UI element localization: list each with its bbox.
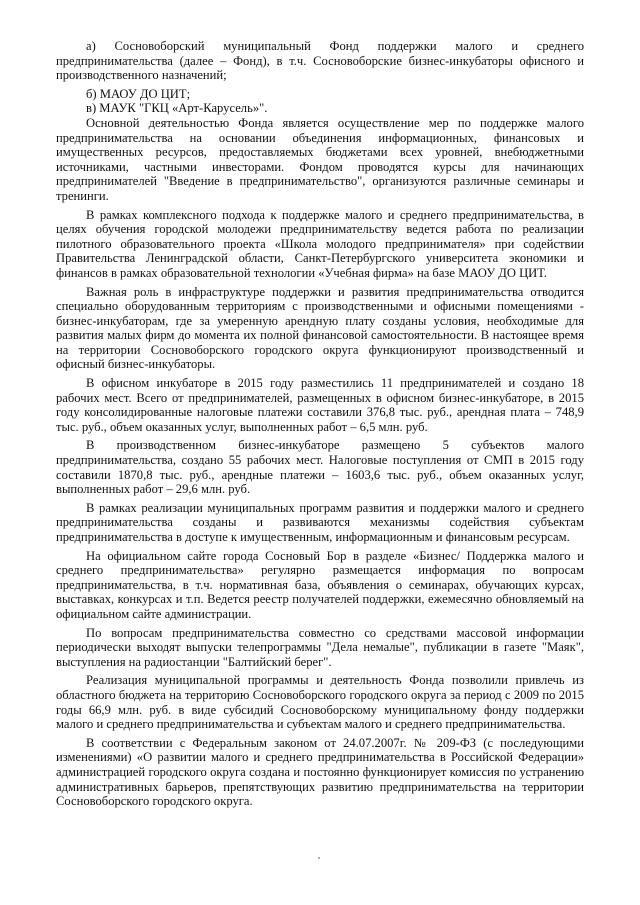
paragraph-municipal-programs: В рамках реализации муниципальных программ развития и поддержки малого и среднего предпринимательства созданы и развиваются механизмы содействия субъектам предпринимательства в доступе к имущественным, информационным и финансовым ресурсам. xyxy=(56,500,584,544)
paragraph-mass-media: По вопросам предпринимательства совместно со средствами массовой информации периодически выходят выпуски телепрограммы "Дела немалые", публикации в газете "Маяк", выступления на радиостанции "Балтийский берег". xyxy=(56,625,584,669)
paragraph-fund-activity: Основной деятельностью Фонда является осуществление мер по поддержке малого предпринимательства на основании объединения информационных, финансовых и имущественных ресурсов, предоставляемых бюджетами всех уровней, внебюджетными источниками, частными инвесторами. Фондом проводятся курсы для начинающих предпринимателей "Введение в предпринимательство", организуются различные семинары и тренинги. xyxy=(56,115,584,203)
paragraph-regional-budget: Реализация муниципальной программы и деятельность Фонда позволили привлечь из областного бюджета на территорию Сосновоборского городского округа за период с 2009 по 2015 годы 66,9 млн. руб. в виде субсидий Сосновоборскому муниципальному фонду поддержки малого и среднего предпринимательства и субъектам малого и среднего предпринимательства. xyxy=(56,673,584,732)
paragraph-production-incubator: В производственном бизнес-инкубаторе размещено 5 субъектов малого предпринимательства, создано 55 рабочих мест. Налоговые поступления от СМП в 2015 году составили 1870,8 тыс. руб., арендные платежи – 1603,6 тыс. руб., объем оказанных услуг, выполненных работ – 29,6 млн. руб. xyxy=(56,438,584,497)
paragraph-federal-law: В соответствии с Федеральным законом от 24.07.2007г. № 209-ФЗ (с последующими изменениями) «О развитии малого и среднего предпринимательства в Российской Федерации» администрацией городского округа создана и постоянно функционирует комиссия по устранению административных барьеров, препятствующих развитию предпринимательства на территории Сосновоборского городского округа. xyxy=(56,735,584,809)
paragraph-office-incubator: В офисном инкубаторе в 2015 году разместились 11 предпринимателей и создано 18 рабочих мест. Всего от предпринимателей, размещенных в офисном бизнес-инкубаторе, в 2015 году консолидированные налоговые платежи составили 376,8 тыс. руб., арендная плата – 748,9 тыс. руб., объем оказанных услуг, выполненных работ – 6,5 млн. руб. xyxy=(56,376,584,434)
list-item-c: в) МАУК "ГКЦ «Арт-Карусель»". xyxy=(86,101,268,116)
list-item-a: а) Сосновоборский муниципальный Фонд поддержки малого и среднего предпринимательства (далее – Фонд), в т.ч. Сосновоборские бизнес-инкубаторы офисного и производственного назначений; xyxy=(56,39,584,83)
document-body xyxy=(56,39,584,813)
paragraph-youth-school: В рамках комплексного подхода к поддержке малого и среднего предпринимательства, в целях обучения городской молодежи предпринимательству ведется работа по реализации пилотного образовательного проекта «Школа молодого предпринимателя» при содействии Правительства Ленинградской области, Санкт-Петербургского университета экономики и финансов в рамках образовательной технологии «Учебная фирма» на базе МАОУ ДО ЦИТ. xyxy=(56,207,584,280)
scan-speck xyxy=(318,857,320,859)
paragraph-incubators: Важная роль в инфраструктуре поддержки и развития предпринимательства отводится специально оборудованным территориям с производственными и офисными помещениями - бизнес-инкубаторам, где за умеренную арендную плату созданы условия, необходимые для развития малых фирм до момента их полной финансовой самостоятельности. В настоящее время на территории Сосновоборского городского округа функционируют производственный и офисный бизнес-инкубаторы. xyxy=(56,284,584,372)
paragraph-official-site: На официальном сайте города Сосновый Бор в разделе «Бизнес/ Поддержка малого и среднего предпринимательства» регулярно размещается информация по вопросам предпринимательства, в т.ч. нормативная база, объявления о семинарах, обучающих курсах, выставках, конкурсах и т.п. Ведется реестр получателей поддержки, ежемесячно обновляемый на официальном сайте администрации. xyxy=(56,548,584,621)
list-item-b: б) МАОУ ДО ЦИТ; xyxy=(86,86,191,101)
